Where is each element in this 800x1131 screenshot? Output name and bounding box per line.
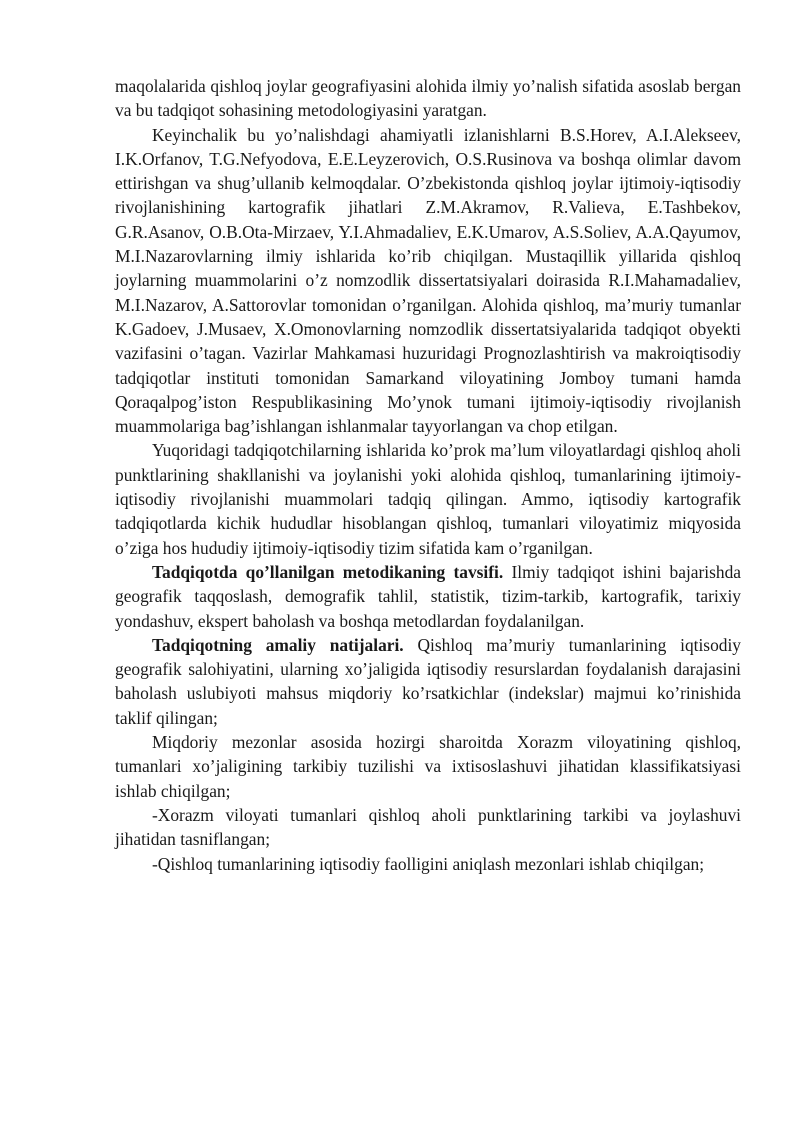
paragraph-settlements: -Xorazm viloyati tumanlari qishloq aholi punktlarining tarkibi va joylashuvi jihatidan tasniflangan; bbox=[115, 804, 741, 850]
paragraph-practical-results bbox=[115, 633, 741, 730]
practical-results-text: Qishloq ma’muriy tumanlarining iqtisodiy geografik salohiyatini, ularning xo’jaligida iqtisodiy resurslardan foydalanish darajasini baholash uslubiyoti mahsus miqdoriy ko’rsatkichlar (indekslar) majmui ko’rinishida taklif qilingan; bbox=[115, 634, 741, 728]
paragraph-classification: Miqdoriy mezonlar asosida hozirgi sharoitda Xorazm viloyatining qishloq, tumanlari xo’jaligining tarkibiy tuzilishi va ixtisoslashuvi jihatidan klassifikatsiyasi ishlab chiqilgan; bbox=[115, 732, 741, 801]
paragraph-criteria: -Qishloq tumanlarining iqtisodiy faolligini aniqlash mezonlari ishlab chiqilgan; bbox=[152, 853, 705, 874]
paragraph-literature-intro: maqolalarida qishloq joylar geografiyasini alohida ilmiy yo’nalish sifatida asoslab bergan va bu tadqiqot sohasining metodologiyasini yaratgan. bbox=[115, 76, 741, 121]
methodology-text: Ilmiy tadqiqot ishini bajarishda geografik taqqoslash, demografik tahlil, statistik, tizim-tarkib, kartografik, tarixiy yondashuv, ekspert baholash va boshqa metodlardan foydalanilgan. bbox=[115, 561, 741, 631]
document-page bbox=[115, 74, 741, 876]
heading-practical-results: Tadqiqotning amaliy natijalari. bbox=[152, 634, 404, 655]
paragraph-methodology bbox=[115, 560, 741, 633]
paragraph-research-gap: Yuqoridagi tadqiqotchilarning ishlarida ko’prok ma’lum viloyatlardagi qishloq aholi punktlarining shakllanishi va joylanishi yoki alohida qishloq, tumanlarining ijtimoiy-iqtisodiy rivojlanishi muammolari tadqiq qilingan. Ammo, iqtisodiy kartografik tadqiqotlarda kichik hududlar hisoblangan qishloq, tumanlari viloyatimiz miqyosida o’ziga hos hududiy ijtimoiy-iqtisodiy tizim sifatida kam o’rganilgan. bbox=[115, 440, 741, 558]
paragraph-researchers: Keyinchalik bu yo’nalishdagi ahamiyatli izlanishlarni B.S.Horev, A.I.Alekseev, I.K.Orfanov, T.G.Nefyodova, E.E.Leyzerovich, O.S.Rusinova va boshqa olimlar davom ettirishgan va shug’ullanib kelmoqdalar. O’zbekistonda qishloq joylar ijtimoiy-iqtisodiy rivojlanishining kartografik jihatlari Z.M.Akramov, R.Valieva, E.Tashbekov, G.R.Asanov, O.B.Ota-Mirzaev, Y.I.Ahmadaliev, E.K.Umarov, A.S.Soliev, A.A.Qayumov, M.I.Nazarovlarning ilmiy ishlarida ko’rib chiqilgan. Mustaqillik yillarida qishloq joylarning muammolarini o’z nomzodlik dissertatsiyalari doirasida R.I.Mahamadaliev, M.I.Nazarov, A.Sattorovlar tomonidan o’rganilgan. Alohida qishloq, ma’muriy tumanlar K.Gadoev, J.Musaev, X.Omonovlarning nomzodlik dissertatsiyalarida tadqiqot obyekti vazifasini o’tagan. Vazirlar Mahkamasi huzuridagi Prognozlashtirish va makroiqtisodiy tadqiqotlar instituti tomonidan Samarkand viloyatining Jomboy tumani hamda Qoraqalpog’iston Respublikasining Mo’ynok tumani ijtimoiy-iqtisodiy rivojlanish muammolariga bag’ishlangan ishlanmalar tayyorlangan va chop etilgan. bbox=[115, 124, 741, 437]
heading-methodology: Tadqiqotda qo’llanilgan metodikaning tavsifi. bbox=[152, 561, 504, 582]
